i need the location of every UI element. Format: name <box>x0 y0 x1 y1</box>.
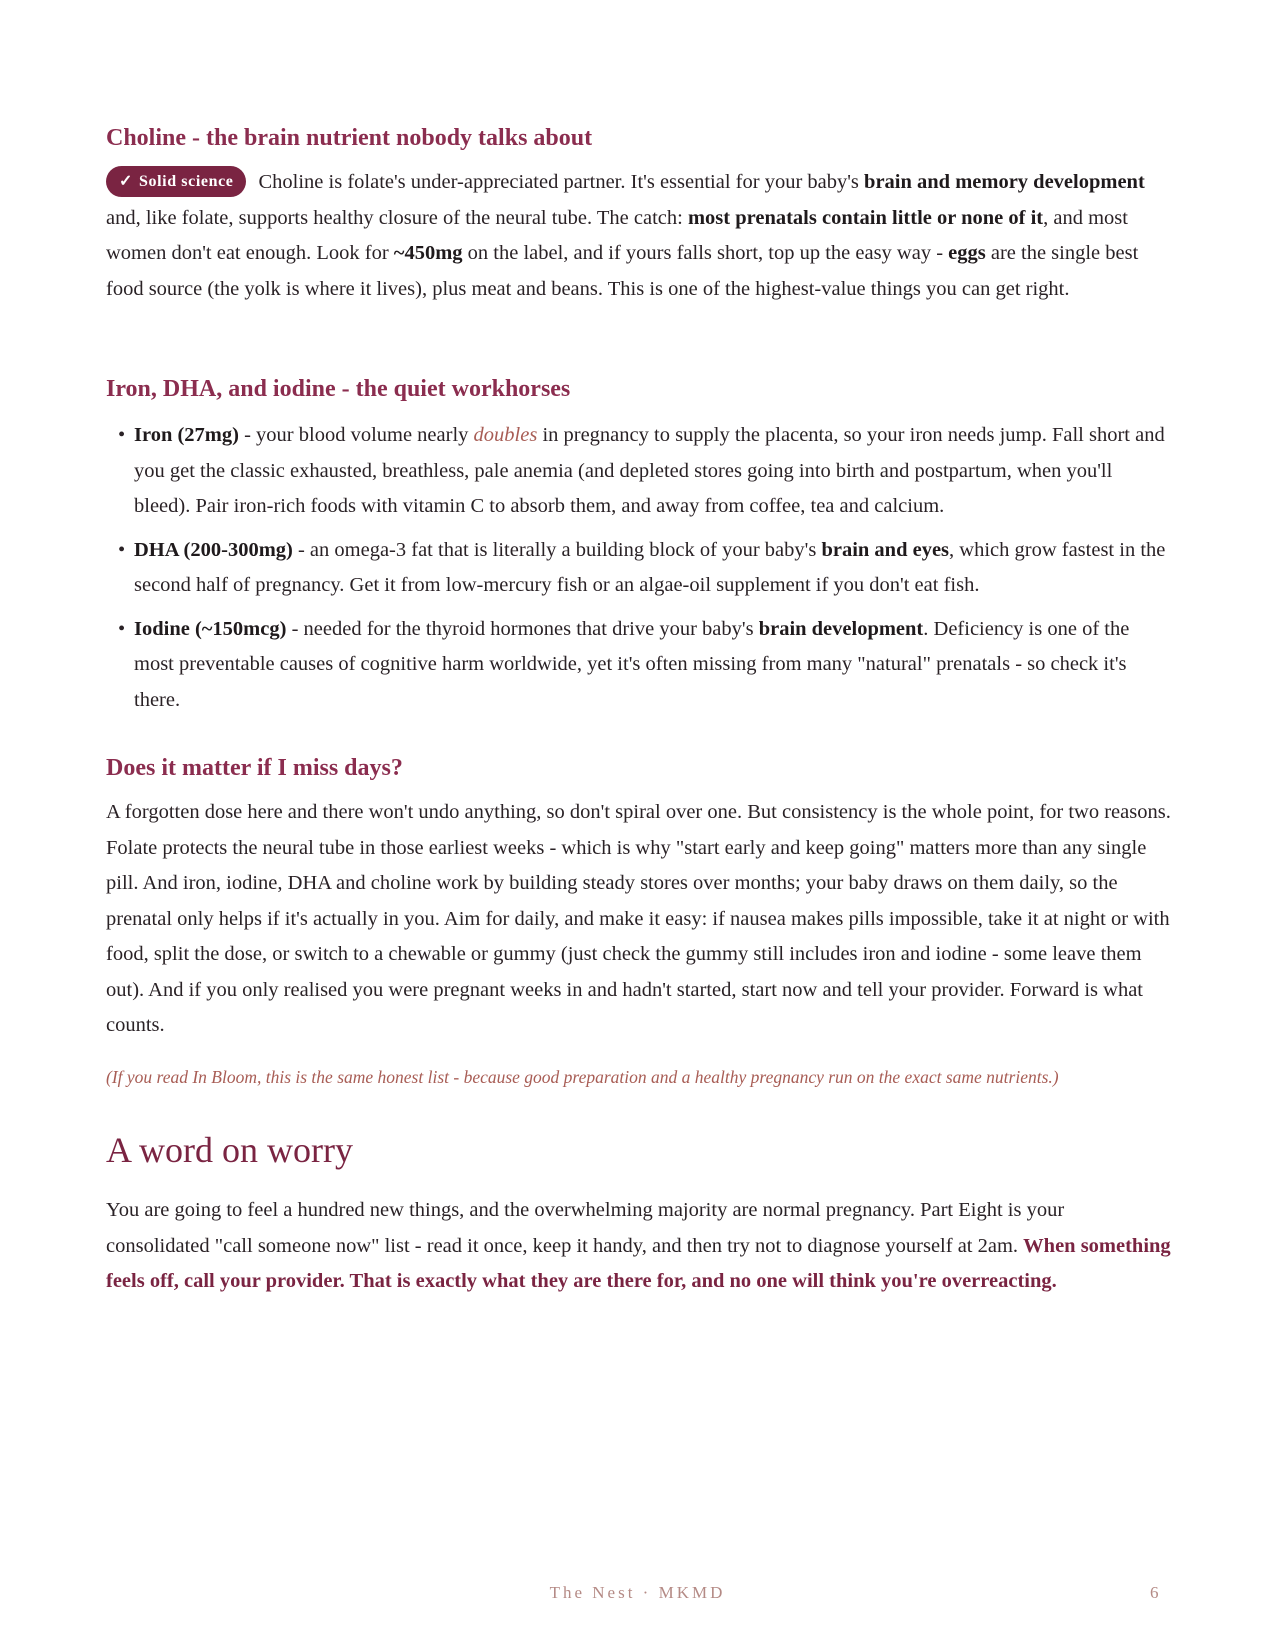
text: on the label, and if yours falls short, top up the easy way - <box>462 242 949 264</box>
page-number: 6 <box>1150 1583 1159 1602</box>
text: - an omega-3 fat that is literally a building block of your baby's <box>292 538 822 561</box>
nutrient-list <box>106 418 1172 718</box>
worry-paragraph <box>106 1193 1172 1300</box>
in-bloom-note: (If you read In Bloom, this is the same honest list - because good preparation and a healthy pregnancy run on the exact same nutrients.) <box>106 1066 1059 1087</box>
bullet: • <box>118 617 126 640</box>
missdays-heading: Does it matter if I miss days? <box>106 755 403 781</box>
text: . Deficiency is one of the most preventable causes of cognitive harm worldwide, yet it's often missing from many "natural" prenatals - so check it's there. <box>134 617 1130 711</box>
workhorses-heading: Iron, DHA, and iodine - the quiet workhorses <box>106 376 571 402</box>
bold-text: ~450mg <box>393 242 463 264</box>
choline-heading: Choline - the brain nutrient nobody talks about <box>106 125 593 151</box>
list-item-iodine <box>106 612 1172 719</box>
bold-text: brain development <box>758 617 924 640</box>
worry-section <box>106 1128 1172 1300</box>
bold-text: eggs <box>948 242 986 264</box>
bullet: • <box>118 538 126 561</box>
worry-heading: A word on worry <box>106 1130 353 1170</box>
emphasis-text: doubles <box>473 424 538 446</box>
solid-science-badge <box>106 166 246 197</box>
emphasis-text: When something feels off, call your provider. That is exactly what they are there for, and no one will think you're overreacting. <box>106 1234 1171 1292</box>
bold-text: Iron (27mg) <box>134 424 239 446</box>
text: - needed for the thyroid hormones that drive your baby's <box>286 617 759 640</box>
text: , and most women don't eat enough. Look for <box>106 206 1128 264</box>
bold-text: most prenatals contain little or none of it <box>687 206 1044 229</box>
footer-title: The Nest · MKMD <box>549 1583 726 1602</box>
workhorses-section <box>106 373 1172 726</box>
text: - your blood volume nearly <box>238 424 474 446</box>
check-icon: ✓ <box>119 173 134 190</box>
text: You are going to feel a hundred new things, and the overwhelming majority are normal pregnancy. Part Eight is your consolidated "call someone now" list - read it once, keep it handy, and then try not to diagnose yourself at 2am. <box>106 1199 1065 1257</box>
text: , which grow fastest in the second half of pregnancy. Get it from low-mercury fish or an algae-oil supplement if you don't eat fish. <box>134 538 1166 596</box>
choline-paragraph <box>106 165 1172 307</box>
missdays-section <box>106 752 1172 1090</box>
text: and, like folate, supports healthy closure of the neural tube. The catch: <box>106 206 688 229</box>
bold-text: brain and memory development <box>864 171 1145 193</box>
bold-text: brain and eyes <box>821 538 950 561</box>
missdays-paragraph: A forgotten dose here and there won't undo anything, so don't spiral over one. But consistency is the whole point, for two reasons. Folate protects the neural tube in those earliest weeks - which is why "start early and keep going" matters more than any single pill. And iron, iodine, DHA and choline work by building steady stores over months; your baby draws on them daily, so the prenatal only helps if it's actually in you. Aim for daily, and make it easy: if nausea makes pills impossible, take it at night or with food, split the dose, or switch to a chewable or gummy (just check the gummy still includes iron and iodine - some leave them out). And if you only realised you were pregnant weeks in and hadn't started, start now and tell your provider. Forward is what counts. <box>106 801 1171 1036</box>
text: in pregnancy to supply the placenta, so your iron needs jump. Fall short and you get the classic exhausted, breathless, pale anemia (and depleted stores going into birth and postpartum, when you'll bleed). Pair iron-rich foods with vitamin C to absorb them, and away from coffee, tea and calcium. <box>134 424 1165 517</box>
badge-label: Solid science <box>139 173 234 190</box>
text: Choline is folate's under-appreciated partner. It's essential for your baby's <box>258 171 865 193</box>
choline-section <box>106 122 1172 307</box>
text: are the single best food source (the yolk is where it lives), plus meat and beans. This is one of the highest-value things you can get right. <box>106 242 1139 300</box>
list-item-iron <box>106 418 1172 525</box>
list-item-dha <box>106 533 1172 604</box>
bold-text: DHA (200-300mg) <box>134 538 293 561</box>
bold-text: Iodine (~150mcg) <box>134 617 287 640</box>
bullet: • <box>118 424 126 446</box>
